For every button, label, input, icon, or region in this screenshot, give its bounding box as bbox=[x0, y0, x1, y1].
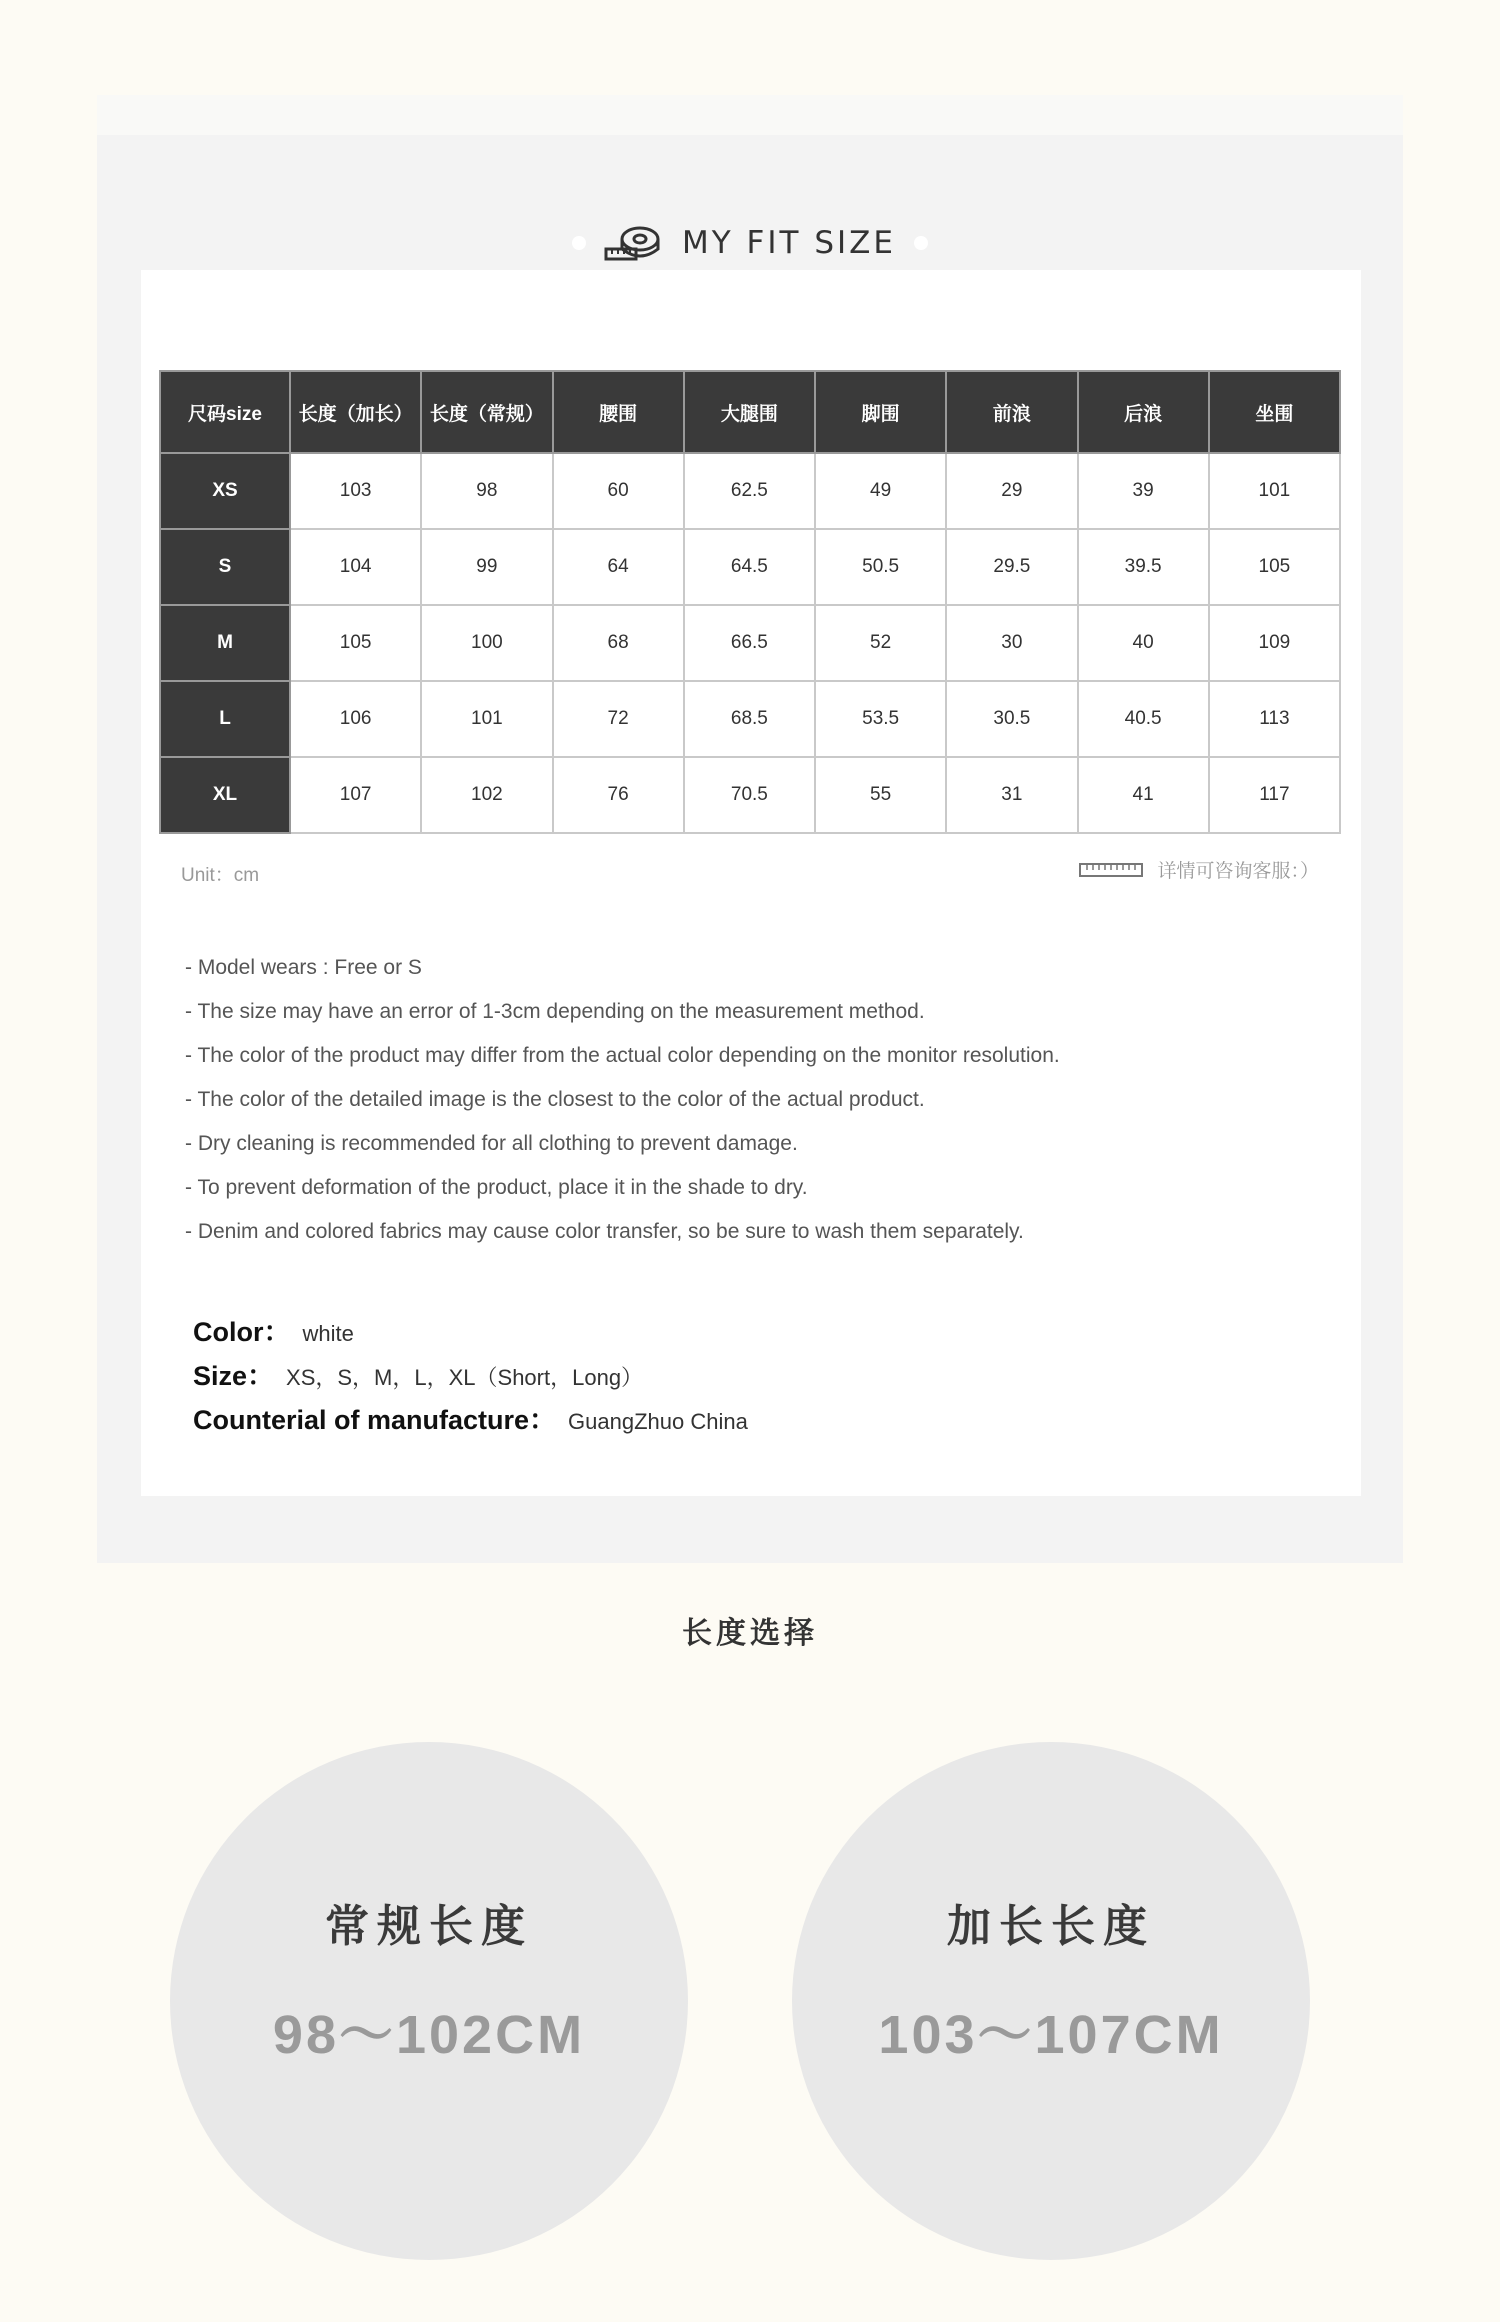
regular-length-option bbox=[170, 1742, 688, 2260]
table-row bbox=[160, 605, 1340, 681]
size-cell: XL bbox=[160, 757, 290, 833]
header-cell: 尺码size bbox=[160, 371, 290, 453]
section-title: MY FIT SIZE bbox=[682, 225, 896, 261]
consult-note bbox=[1079, 856, 1319, 883]
table-cell: 52 bbox=[815, 605, 946, 681]
table-row bbox=[160, 529, 1340, 605]
table-cell: 117 bbox=[1209, 757, 1340, 833]
table-cell: 29 bbox=[946, 453, 1077, 529]
tape-measure-icon bbox=[604, 223, 664, 263]
option-range: 103～107CM bbox=[878, 2005, 1224, 2065]
table-cell: 105 bbox=[290, 605, 421, 681]
section-header bbox=[97, 218, 1403, 268]
table-cell: 50.5 bbox=[815, 529, 946, 605]
note-item: - To prevent deformation of the product, place it in the shade to dry. bbox=[185, 1176, 808, 1199]
table-row bbox=[160, 453, 1340, 529]
table-header-row bbox=[160, 371, 1340, 453]
note-item: - The color of the product may differ from the actual color depending on the monitor resolution. bbox=[185, 1044, 1060, 1067]
table-cell: 31 bbox=[946, 757, 1077, 833]
table-cell: 106 bbox=[290, 681, 421, 757]
long-length-option bbox=[792, 1742, 1310, 2260]
table-cell: 98 bbox=[421, 453, 552, 529]
consult-text: 详情可咨询客服：） bbox=[1157, 861, 1319, 882]
header-cell: 长度（加长） bbox=[290, 371, 421, 453]
table-cell: 55 bbox=[815, 757, 946, 833]
table-cell: 49 bbox=[815, 453, 946, 529]
table-row bbox=[160, 757, 1340, 833]
color-label: Color： bbox=[193, 1317, 291, 1347]
table-cell: 70.5 bbox=[684, 757, 815, 833]
table-cell: 103 bbox=[290, 453, 421, 529]
size-value: XS，S，M，L，XL（Short，Long） bbox=[286, 1365, 644, 1390]
table-cell: 29.5 bbox=[946, 529, 1077, 605]
header-cell: 前浪 bbox=[946, 371, 1077, 453]
table-cell: 66.5 bbox=[684, 605, 815, 681]
table-row bbox=[160, 681, 1340, 757]
color-spec bbox=[193, 1310, 1293, 1349]
unit-label: Unit：cm bbox=[181, 865, 260, 886]
table-cell: 68.5 bbox=[684, 681, 815, 757]
table-cell: 30 bbox=[946, 605, 1077, 681]
table-cell: 101 bbox=[421, 681, 552, 757]
origin-label: Counterial of manufacture： bbox=[193, 1405, 557, 1435]
table-cell: 72 bbox=[553, 681, 684, 757]
table-cell: 40 bbox=[1078, 605, 1209, 681]
header-cell: 大腿围 bbox=[684, 371, 815, 453]
option-title: 常规长度 bbox=[325, 1902, 533, 1951]
header-cell: 长度（常规） bbox=[421, 371, 552, 453]
color-value: white bbox=[302, 1321, 354, 1346]
table-cell: 104 bbox=[290, 529, 421, 605]
table-cell: 30.5 bbox=[946, 681, 1077, 757]
size-cell: L bbox=[160, 681, 290, 757]
table-cell: 60 bbox=[553, 453, 684, 529]
table-cell: 62.5 bbox=[684, 453, 815, 529]
size-spec bbox=[193, 1354, 1293, 1393]
table-cell: 109 bbox=[1209, 605, 1340, 681]
option-range: 98～102CM bbox=[272, 2005, 586, 2065]
table-cell: 107 bbox=[290, 757, 421, 833]
table-cell: 53.5 bbox=[815, 681, 946, 757]
top-strip bbox=[97, 95, 1403, 135]
size-label: Size： bbox=[193, 1361, 275, 1391]
origin-spec bbox=[193, 1398, 1293, 1437]
decor-dot-left bbox=[572, 236, 586, 250]
care-notes bbox=[185, 946, 1060, 1254]
table-cell: 68 bbox=[553, 605, 684, 681]
origin-value: GuangZhuo China bbox=[568, 1409, 748, 1434]
table-cell: 39.5 bbox=[1078, 529, 1209, 605]
ruler-icon bbox=[1079, 861, 1143, 879]
header-cell: 坐围 bbox=[1209, 371, 1340, 453]
table-cell: 64.5 bbox=[684, 529, 815, 605]
table-cell: 64 bbox=[553, 529, 684, 605]
table-cell: 113 bbox=[1209, 681, 1340, 757]
table-cell: 101 bbox=[1209, 453, 1340, 529]
table-cell: 99 bbox=[421, 529, 552, 605]
note-item: - The color of the detailed image is the closest to the color of the actual product. bbox=[185, 1088, 925, 1111]
note-item: - Model wears : Free or S bbox=[185, 956, 422, 979]
option-title: 加长长度 bbox=[947, 1902, 1155, 1951]
length-section-title: 长度选择 bbox=[682, 1617, 818, 1650]
header-cell: 脚围 bbox=[815, 371, 946, 453]
table-cell: 39 bbox=[1078, 453, 1209, 529]
table-cell: 76 bbox=[553, 757, 684, 833]
size-table bbox=[159, 370, 1341, 834]
size-card bbox=[141, 270, 1361, 1496]
decor-dot-right bbox=[914, 236, 928, 250]
table-cell: 102 bbox=[421, 757, 552, 833]
note-item: - The size may have an error of 1-3cm depending on the measurement method. bbox=[185, 1000, 925, 1023]
size-cell: XS bbox=[160, 453, 290, 529]
note-item: - Dry cleaning is recommended for all clothing to prevent damage. bbox=[185, 1132, 798, 1155]
table-cell: 41 bbox=[1078, 757, 1209, 833]
table-cell: 105 bbox=[1209, 529, 1340, 605]
header-cell: 腰围 bbox=[553, 371, 684, 453]
note-item: - Denim and colored fabrics may cause color transfer, so be sure to wash them separately. bbox=[185, 1220, 1024, 1243]
table-cell: 40.5 bbox=[1078, 681, 1209, 757]
table-cell: 100 bbox=[421, 605, 552, 681]
size-cell: M bbox=[160, 605, 290, 681]
size-cell: S bbox=[160, 529, 290, 605]
header-cell: 后浪 bbox=[1078, 371, 1209, 453]
